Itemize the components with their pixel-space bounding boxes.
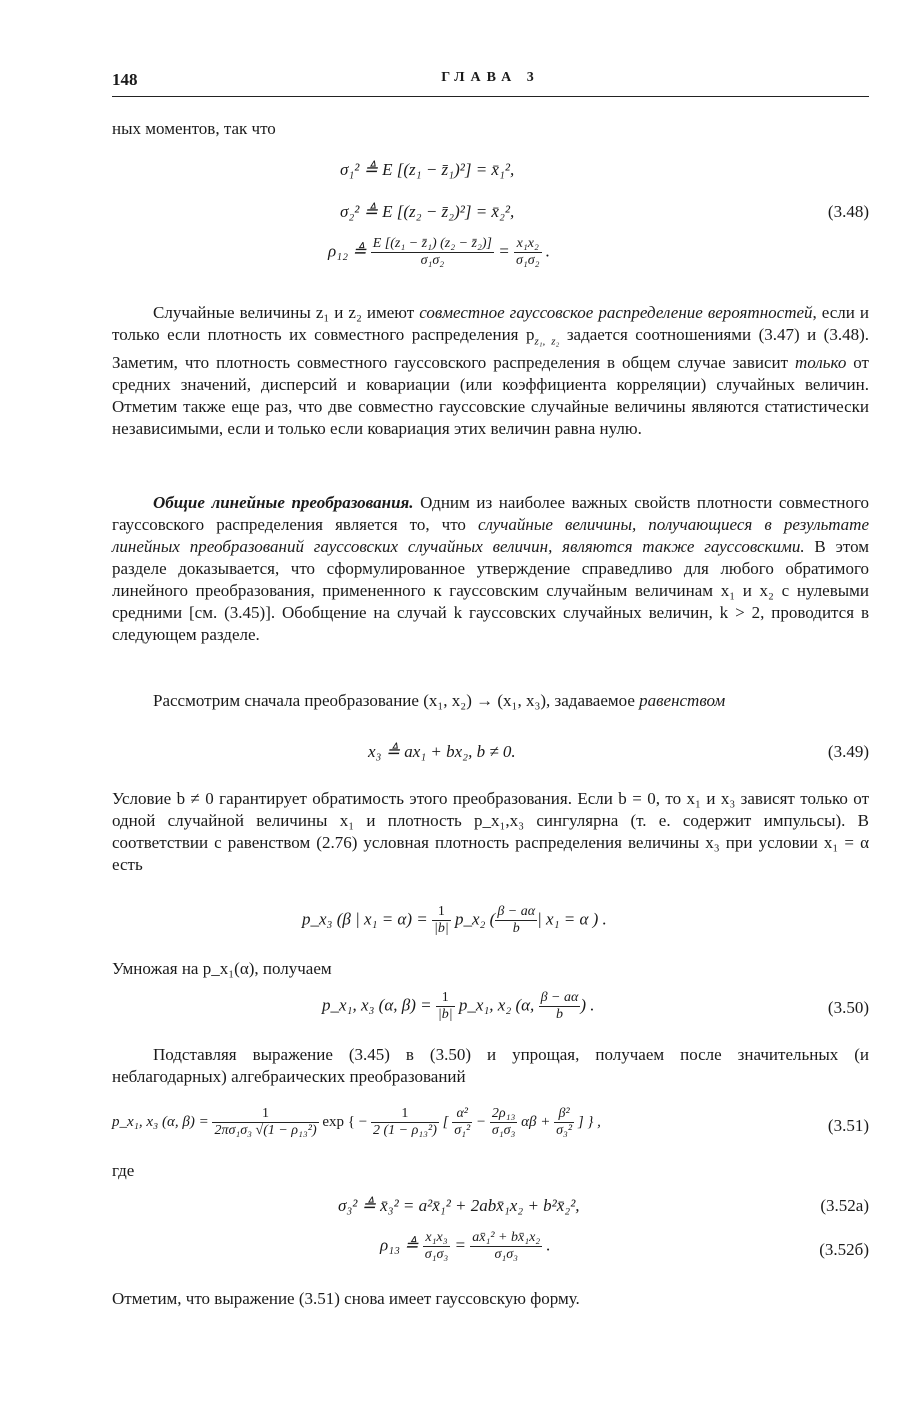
eq-348-rho-lhs: ρ₁₂ ≜ bbox=[328, 241, 367, 261]
paragraph-4: Условие b ≠ 0 гарантирует обратимость этого преобразования. Если b = 0, то x₁ и x₃ зависят только от одной случайной величины x₁ и плотность p_x₁,x₃ сингулярна (т. е. содержит импульсы). В соответствии с равенством (2.76) условная плотность распределения величины x₃ при условии x₁ = α есть bbox=[112, 789, 869, 874]
eq-349-body: x₃ ≜ ax₁ + bx₂, b ≠ 0. bbox=[368, 742, 516, 761]
equation-3-50: p_x₁, x₃ (α, β) = $\frac{1}{|b|}$ p_x₁, x₂ (α, $\frac{\beta - a\alpha}{b}$ ) . (3.50) bbox=[322, 990, 869, 1022]
intro-text: ных моментов, так что bbox=[112, 119, 276, 138]
equation-3-52a: σ₃² ≜ x̄₃² = a²x̄₁² + 2abx̄₁x₂ + b²x̄₂², (3.52a) bbox=[338, 1196, 869, 1215]
paragraph-3: Рассмотрим сначала преобразование (x₁, x₂) → (x₁, x₃), задаваемое равенством bbox=[153, 691, 726, 710]
equation-3-52b: ρ₁₃ ≜ $\frac{\text{x₁x₃}}{\text{σ₁σ₃}}$ = $\frac{\text{ax̄₁² + bx̄₁x₂}}{\text{σ₁σ₃}}$ . (3.52б) bbox=[380, 1230, 869, 1262]
paragraph-2: Общие линейные преобразования. Одним из наиболее важных свойств плотности совместного гауссовского распределения является то, что случайные величины, получающиеся в результате линейных преобразований гауссовских случайных величин, являются также гауссовскими. В этом разделе доказывается, что сформулированное утверждение справедливо для любого обратимого линейного преобразования, примененного к гауссовским случайным величинам x₁ и x₂ с нулевыми средними [см. (3.45)]. Обобщение на случай k гауссовских случайных величин, k > 2, проводится в следующем разделе. bbox=[112, 493, 870, 644]
chapter-title: ГЛАВА 3 bbox=[441, 70, 540, 85]
eq-348-line3: ρ₁₂ ≜ $\frac{\text{E [(z₁ − z̄₁) (z₂ − z̄₂)]}}{\text{σ₁σ₂}}$ = $\frac{\text{x₁x₂}}{\text{σ₁σ₂}}$ . bbox=[328, 236, 551, 268]
where-label: где bbox=[112, 1161, 135, 1180]
page-header bbox=[112, 70, 869, 97]
eq-352a-number: (3.52a) bbox=[820, 1196, 869, 1215]
eq-348-line1: σ₁² ≜ E [(z₁ − z̄₁)²] = x̄₁², bbox=[340, 160, 515, 179]
equation-3-49 bbox=[112, 742, 869, 768]
page-number: 148 bbox=[112, 70, 138, 89]
eq-348-fraction-2: $\frac{\text{x₁x₂}}{\text{σ₁σ₂}}$ bbox=[515, 236, 540, 268]
eq-351-number: (3.51) bbox=[827, 1116, 869, 1135]
paragraph-5: Умножая на p_x₁(α), получаем bbox=[112, 959, 332, 978]
paragraph-6: Подставляя выражение (3.45) в (3.50) и упрощая, получаем после значительных (и неблагодарных) алгебраических преобразований bbox=[112, 1045, 869, 1086]
eq-349-number: (3.49) bbox=[827, 742, 869, 761]
equation-3-51: p_x₁, x₃ (α, β) = $\frac{1}{\text{2πσ₁σ₃ √(1 − ρ₁₃²)}}$ exp { − $\frac{1}{\text{2 (1 − ρ₁₃²)}}$ [ $\frac{\text{α²}}{\text{σ₁²}}$ − $\frac{\text{2ρ₁₃}}{\text{σ₁σ₃}}$ αβ + $\frac{\text{β²}}{\text{σ₃²}}$ ] } , (3.51) bbox=[112, 1106, 869, 1138]
eq-350-number: (3.50) bbox=[827, 998, 869, 1017]
eq-348-fraction-1: $\frac{\text{E [(z₁ − z̄₁) (z₂ − z̄₂)]}}{\text{σ₁σ₂}}$ bbox=[372, 236, 492, 268]
equation-3-48 bbox=[112, 160, 869, 290]
section-heading: Общие линейные преобразования. bbox=[153, 493, 414, 512]
paragraph-1: Случайные величины z₁ и z₂ имеют совместное гауссовское распределение вероятностей, если и только если плотность их совместного распределения $p_{z_1, z_2}$ задается соотношениями (3.47) и (3.48). Заметим, что плотность совместного гауссовского распределения в общем случае зависит только от средних значений, дисперсий и ковариации (или коэффициента корреляции) случайных величин. Отметим также еще раз, что две совместно гауссовские случайные величины являются статистически независимыми, если и только если ковариация этих величин равна нулю. bbox=[112, 303, 869, 439]
intro-line bbox=[112, 118, 869, 140]
final-sentence: Отметим, что выражение (3.51) снова имеет гауссовскую форму. bbox=[112, 1289, 580, 1308]
equation-conditional: p_x₃ (β | x₁ = α) = $\frac{1}{|b|}$ p_x₂ ( $\frac{\beta - a\alpha}{b}$ | x₁ = α ) . bbox=[302, 904, 607, 936]
eq-348-line2: σ₂² ≜ E [(z₂ − z̄₂)²] = x̄₂², bbox=[340, 202, 515, 221]
eq-348-number: (3.48) bbox=[827, 202, 869, 221]
eq-352b-number: (3.52б) bbox=[819, 1240, 869, 1259]
